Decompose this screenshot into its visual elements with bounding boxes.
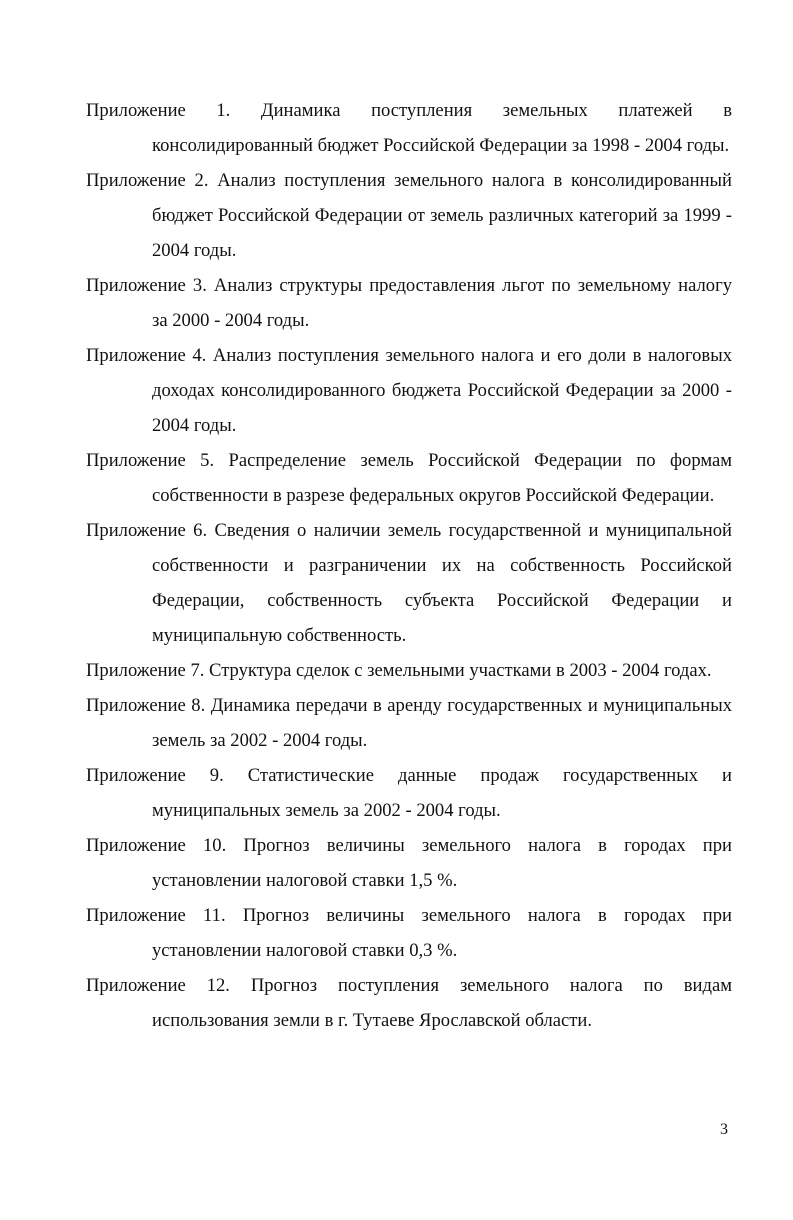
page-number: 3 <box>720 1121 728 1138</box>
appendix-entry-4: Приложение 4. Анализ поступления земельного налога и его доли в налоговых доходах консолидированного бюджета Российской Федерации за 2000 - 2004 годы. <box>86 345 732 436</box>
appendix-list <box>86 93 732 1038</box>
appendix-entry-8: Приложение 8. Динамика передачи в аренду государственных и муниципальных земель за 2002 - 2004 годы. <box>86 695 732 751</box>
appendix-entry-10: Приложение 10. Прогноз величины земельного налога в городах при установлении налоговой ставки 1,5 %. <box>86 835 732 891</box>
appendix-entry-5: Приложение 5. Распределение земель Российской Федерации по формам собственности в разрезе федеральных округов Российской Федерации. <box>86 450 732 506</box>
appendix-entry-3: Приложение 3. Анализ структуры предоставления льгот по земельному налогу за 2000 - 2004 годы. <box>86 275 732 331</box>
appendix-entry-6: Приложение 6. Сведения о наличии земель государственной и муниципальной собственности и разграничении их на собственность Российской Федерации, собственность субъекта Российской Федерации и муниципальную собственность. <box>86 520 732 646</box>
appendix-entry-1: Приложение 1. Динамика поступления земельных платежей в консолидированный бюджет Российской Федерации за 1998 - 2004 годы. <box>86 100 732 156</box>
appendix-entry-2: Приложение 2. Анализ поступления земельного налога в консолидированный бюджет Российской Федерации от земель различных категорий за 1999 - 2004 годы. <box>86 170 732 261</box>
appendix-entry-9: Приложение 9. Статистические данные продаж государственных и муниципальных земель за 2002 - 2004 годы. <box>86 765 732 821</box>
appendix-entry-7: Приложение 7. Структура сделок с земельными участками в 2003 - 2004 годах. <box>86 660 712 681</box>
appendix-entry-11: Приложение 11. Прогноз величины земельного налога в городах при установлении налоговой ставки 0,3 %. <box>86 905 732 961</box>
appendix-entry-12: Приложение 12. Прогноз поступления земельного налога по видам использования земли в г. Тутаеве Ярославской области. <box>86 975 732 1031</box>
